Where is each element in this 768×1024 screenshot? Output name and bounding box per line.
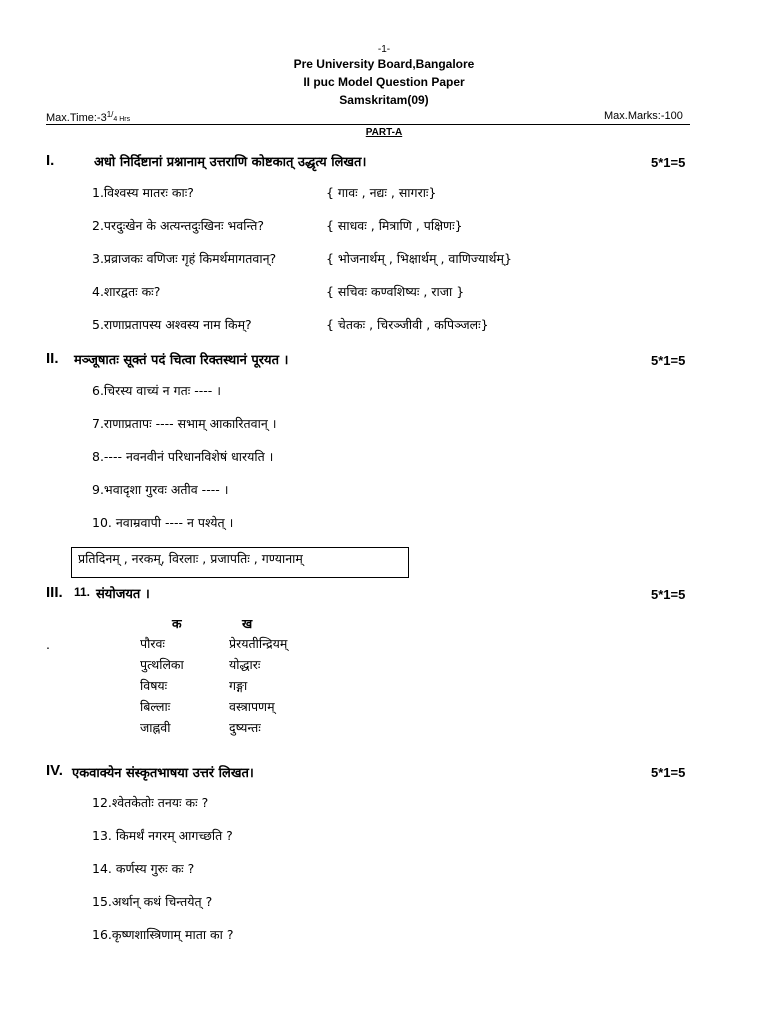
question-4-options: { सचिवः कण्वशिष्यः , राजा } xyxy=(326,284,465,299)
part-label: PART-A xyxy=(365,127,403,138)
word-box: प्रतिदिनम् , नरकम्, विरलाः , प्रजापतिः , गण्यानाम् xyxy=(71,547,409,578)
question-5-options: { चेतकः , चिरञ्जीवी , कपिञ्जलः} xyxy=(326,317,489,332)
match-a-4: बिल्लाः xyxy=(140,699,171,714)
section-3-number: III. xyxy=(46,584,63,601)
question-3-options: { भोजनार्थम् , भिक्षार्थम् , वाणिज्यार्थम्} xyxy=(326,251,512,266)
section-3-qnum: 11. xyxy=(74,585,91,599)
question-7: 7.राणाप्रतापः ---- सभाम् आकारितवान् । xyxy=(92,416,277,431)
section-1-number: I. xyxy=(46,152,55,169)
match-a-1: पौरवः xyxy=(140,636,165,651)
paper-title: II puc Model Question Paper xyxy=(303,75,465,89)
question-13: 13. किमर्थं नगरम् आगच्छति ? xyxy=(92,828,233,843)
section-3-title: संयोजयत । xyxy=(96,587,150,602)
section-4-marks: 5*1=5 xyxy=(651,765,686,780)
question-12: 12.श्वेतकेतोः तनयः कः ? xyxy=(92,795,209,810)
max-time-prefix: Max.Time:-3 xyxy=(46,112,107,124)
question-4: 4.शारद्वतः कः? xyxy=(92,284,161,299)
match-b-2: योद्धारः xyxy=(229,657,261,672)
column-a-heading: क xyxy=(172,616,182,631)
section-1-marks: 5*1=5 xyxy=(651,155,686,170)
question-5: 5.राणाप्रतापस्य अश्वस्य नाम किम्? xyxy=(92,317,252,332)
section-2-marks: 5*1=5 xyxy=(651,353,686,368)
question-2-options: { साधवः , मित्राणि , पक्षिणः} xyxy=(326,218,463,233)
max-time-fraction-den: 4 xyxy=(113,116,118,123)
match-b-1: प्रेरयतीन्द्रियम् xyxy=(229,636,288,651)
page-marker: -1- xyxy=(377,44,391,55)
question-8: 8.---- नवनवीनं परिधानविशेषं धारयति । xyxy=(92,449,274,464)
question-3: 3.प्रव्राजकः वणिजः गृहं किमर्थमागतवान्? xyxy=(92,251,277,266)
question-10: 10. नवाम्रवापी ---- न पश्येत् । xyxy=(92,515,234,530)
header-divider xyxy=(46,124,690,125)
question-15: 15.अर्थान् कथं चिन्तयेत् ? xyxy=(92,894,213,909)
column-b-heading: ख xyxy=(242,616,253,631)
section-3-marks: 5*1=5 xyxy=(651,587,686,602)
match-a-2: पुत्थलिका xyxy=(140,657,184,672)
match-b-4: वस्त्रापणम् xyxy=(229,699,275,714)
max-marks: Max.Marks:-100 xyxy=(604,110,683,122)
section-4-title: एकवाक्येन संस्कृतभाषया उत्तरं लिखत। xyxy=(72,766,254,781)
board-title: Pre University Board,Bangalore xyxy=(293,57,475,71)
section-1-title: अधो निर्दिष्टानां प्रश्नानाम् उत्तराणि कोष्टकात् उद्धृत्य लिखत। xyxy=(94,155,367,170)
question-16: 16.कृष्णशास्त्रिणाम् माता का ? xyxy=(92,927,234,942)
max-time xyxy=(46,110,130,124)
match-b-3: गङ्गा xyxy=(229,678,248,693)
match-a-5: जाह्नवी xyxy=(140,720,171,735)
question-9: 9.भवादृशा गुरवः अतीव ---- । xyxy=(92,482,229,497)
section-2-title: मञ्जूषातः सूक्तं पदं चित्वा रिक्तस्थानं पूरयत । xyxy=(74,353,289,368)
question-14: 14. कर्णस्य गुरुः कः ? xyxy=(92,861,195,876)
question-1: 1.विश्वस्य मातरः काः? xyxy=(92,185,194,200)
question-1-options: { गावः , नद्यः , सागराः} xyxy=(326,185,437,200)
question-6: 6.चिरस्य वाच्यं न गतः ---- । xyxy=(92,383,221,398)
section-4-number: IV. xyxy=(46,762,63,779)
match-a-3: विषयः xyxy=(140,678,168,693)
max-time-unit: Hrs xyxy=(117,116,131,123)
stray-dot: . xyxy=(46,637,50,652)
section-2-number: II. xyxy=(46,350,59,367)
max-time-fraction-num: 1/ xyxy=(106,110,114,119)
question-2: 2.परदुःखेन के अत्यन्तदुःखिनः भवन्ति? xyxy=(92,218,265,233)
subject-title: Samskritam(09) xyxy=(339,93,429,107)
match-b-5: दुष्यन्तः xyxy=(229,720,261,735)
